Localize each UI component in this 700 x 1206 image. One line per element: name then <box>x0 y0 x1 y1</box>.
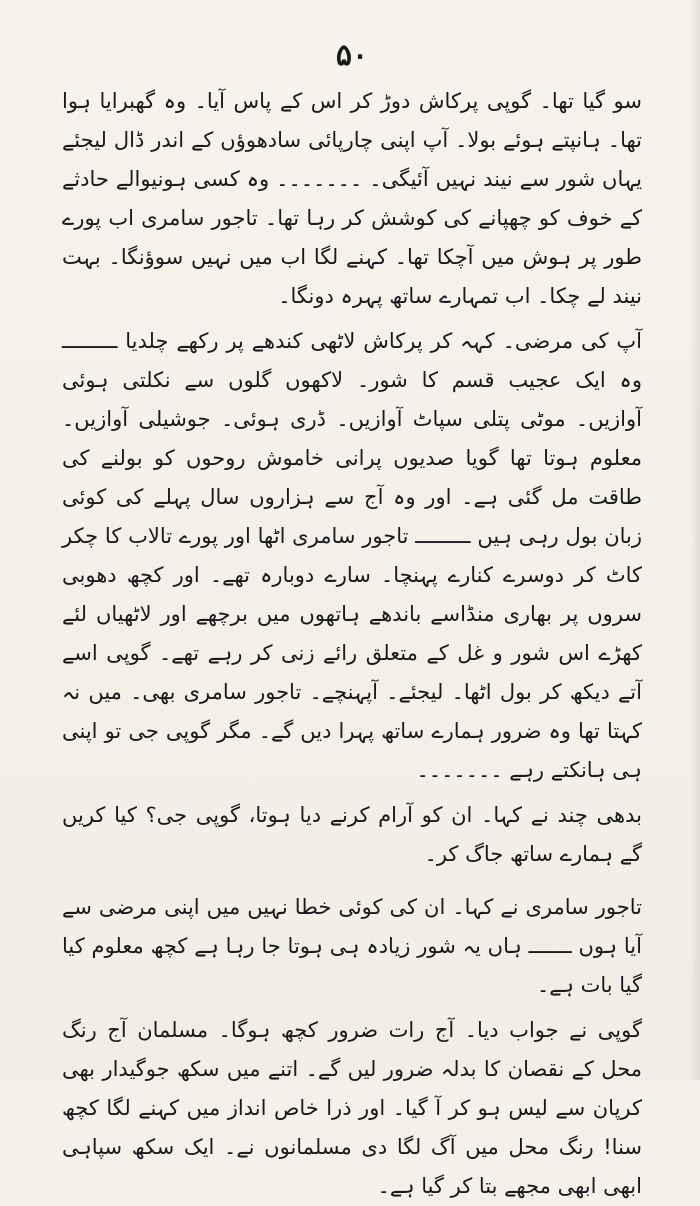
paragraph-3: بدھی چند نے کہا۔ ان کو آرام کرنے دیا ہوتا، گوپی جی؟ کیا کریں گے ہمارے ساتھ جاگ کر۔ <box>62 803 642 866</box>
page-number: ۵۰ <box>335 38 369 73</box>
paragraph-1: سو گیا تھا۔ گوپی پرکاش دوڑ کر اس کے پاس آیا۔ وہ گھبرایا ہوا تھا۔ ہانپتے ہوئے بولا۔ آپ اپنی چارپائی سادھوؤں کے اندر ڈال لیجئے یہاں شور سے نیند نہیں آئیگی۔ ۔۔۔۔۔۔۔ وہ کسی ہونیوالے حادثے کے خوف کو چھپانے کی کوشش کر رہا تھا۔ تاجور سامری اب پورے طور پر ہوش میں آچکا تھا۔ کہنے لگا اب میں نہیں سوؤنگا۔ بہت نیند لے چکا۔ اب تمہارے ساتھ پہرہ دونگا۔ <box>62 89 642 308</box>
paragraph-4: تاجور سامری نے کہا۔ ان کی کوئی خطا نہیں میں اپنی مرضی سے آیا ہوں ـــــــ ہاں یہ شور زیادہ ہی ہوتا جا رہا ہے کچھ معلوم کیا گیا بات ہے۔ <box>62 895 642 997</box>
paragraph-2: آپ کی مرضی۔ کہہ کر پرکاش لاٹھی کندھے پر رکھے چلدیا ـــــــــ وہ ایک عجیب قسم کا شور۔ لاکھوں گلوں سے نکلتی ہوئی آوازیں۔ موٹی پتلی سپاٹ آوازیں۔ ڈری ہوئی۔ جوشیلی آوازیں۔ معلوم ہوتا تھا گویا صدیوں پرانی خاموش روحوں کو بولنے کی طاقت مل گئی ہے۔ اور وہ آج سے ہزاروں سال پہلے کی کوئی زبان بول رہی ہیں ـــــــــ تاجور سامری اٹھا اور پورے تالاب کا چکر کاٹ کر دوسرے کنارے پہنچا۔ سارے دوبارہ تھے۔ اور کچھ دھوبی سروں پر بھاری منڈاسے باندھے ہاتھوں میں برچھے اور لاٹھیاں لئے کھڑے اس شور و غل کے متعلق رائے زنی کر رہے تھے۔ گوپی اسے آتے دیکھ کر بول اٹھا۔ لیجئے۔ آپہنچے۔ تاجور سامری بھی۔ میں نہ کہتا تھا وہ ضرور ہمارے ساتھ پہرا دیں گے۔ مگر گوپی جی تو اپنی ہی ہانکتے رہے ۔۔۔۔۔۔۔ <box>62 329 642 782</box>
paragraph-5: گوپی نے جواب دیا۔ آج رات ضرور کچھ ہوگا۔ مسلمان آج رنگ محل کے نقصان کا بدلہ ضرور لیں گے۔ اتنے میں سکھ جوگیدار بھی کرپان سے لیس ہو کر آ گیا۔ اور ذرا خاص انداز میں کہنے لگا کچھ سنا! رنگ محل میں آگ لگا دی مسلمانوں نے۔ ایک سکھ سپاہی ابھی ابھی مجھے بتا کر گیا ہے۔ <box>62 1018 642 1198</box>
page-body <box>62 82 642 1206</box>
page-edge-shadow <box>690 0 700 1080</box>
